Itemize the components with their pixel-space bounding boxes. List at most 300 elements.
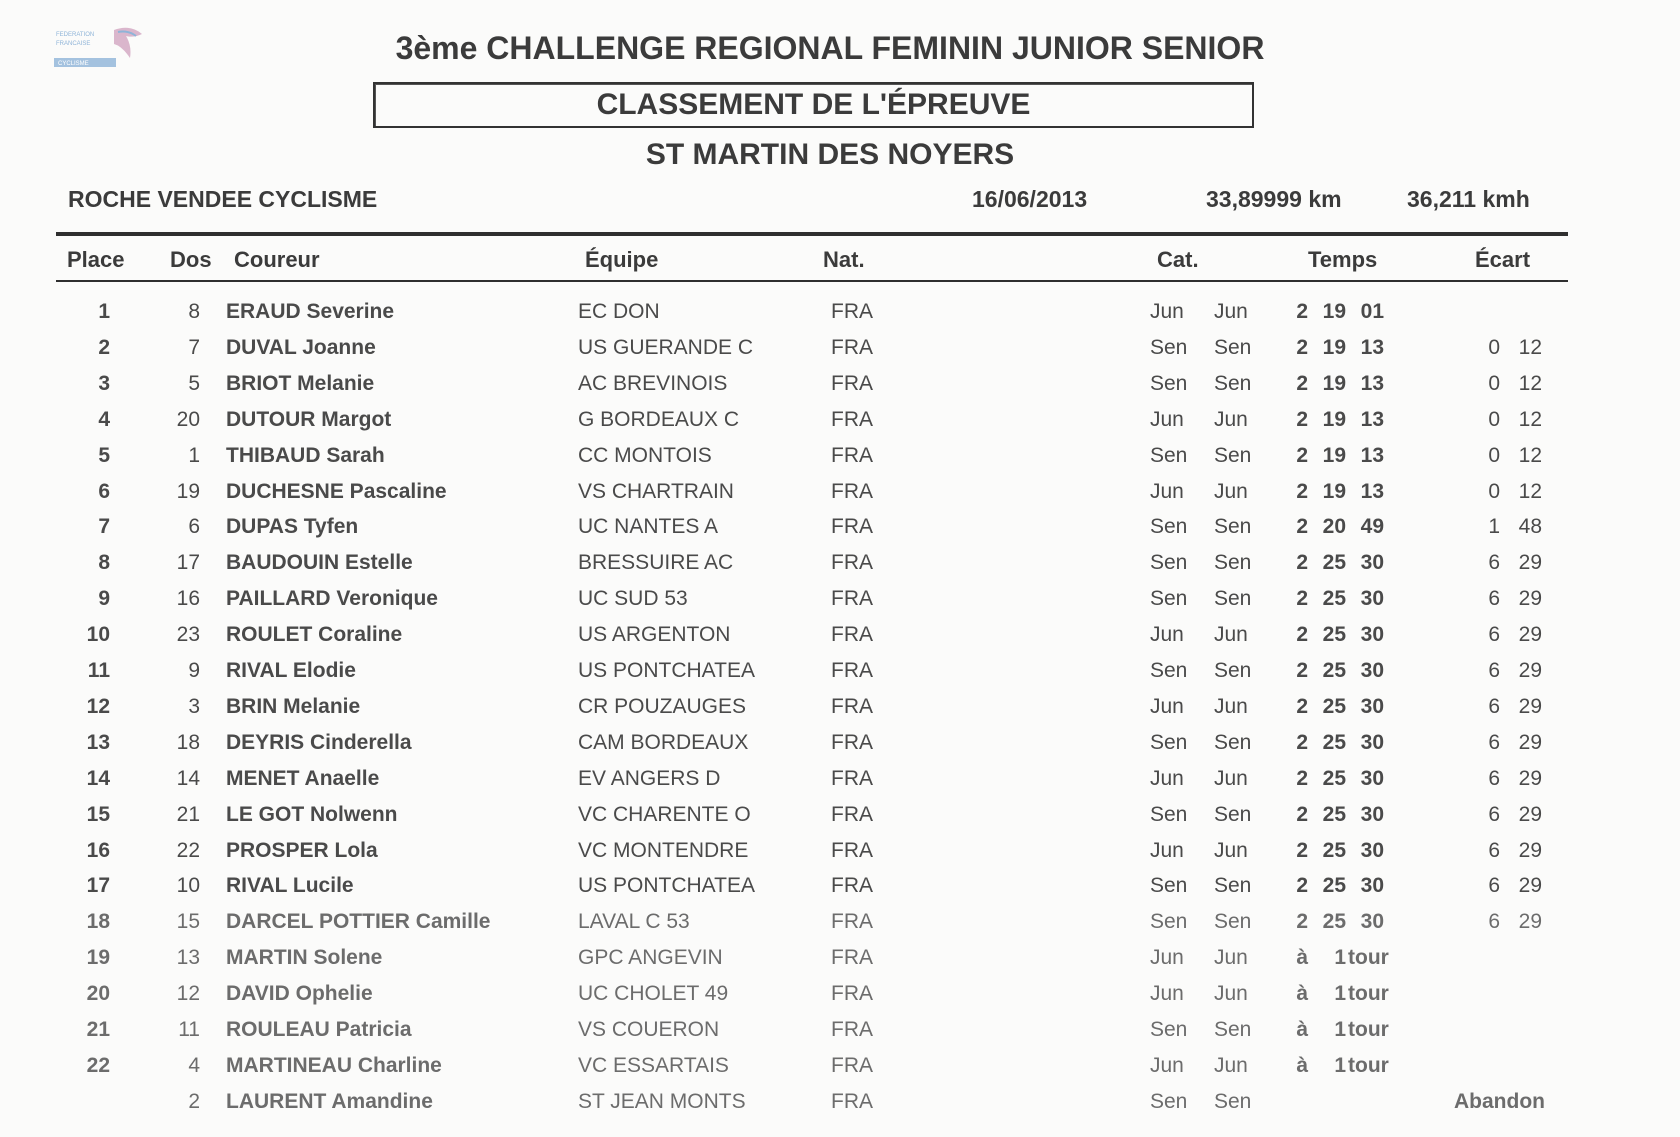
- category-cell: Sen: [1214, 659, 1252, 682]
- bib-number-cell: 18: [176, 730, 200, 754]
- place-cell: 1: [98, 300, 110, 323]
- column-header-dos: Dos: [170, 247, 212, 272]
- nationality-cell: FRA: [831, 515, 873, 539]
- time-seconds-cell: 13: [1360, 371, 1384, 395]
- bib-number-cell: 1: [188, 443, 200, 467]
- table-row: [0, 1048, 1680, 1084]
- rider-name-cell: LAURENT Amandine: [226, 1089, 433, 1113]
- time-seconds-cell: 30: [1360, 802, 1384, 826]
- table-row: [0, 474, 1680, 510]
- category-cell: Jun: [1150, 838, 1184, 862]
- gap-minutes-cell: 6: [1488, 623, 1500, 647]
- bib-number-cell: 17: [176, 551, 200, 575]
- header-rule-bottom: [56, 280, 1568, 282]
- category-cell: Jun: [1214, 946, 1248, 970]
- time-hours-cell: 2: [1296, 838, 1308, 862]
- category-cell: Sen: [1214, 802, 1252, 826]
- gap-seconds-cell: 12: [1518, 371, 1542, 395]
- category-cell: Sen: [1214, 1018, 1252, 1041]
- time-seconds-cell: 13: [1360, 407, 1384, 431]
- time-seconds-cell: 30: [1360, 838, 1384, 862]
- time-hours-cell: 2: [1296, 371, 1308, 395]
- place-cell: 20: [86, 982, 110, 1006]
- column-header-gap: Écart: [1475, 247, 1531, 272]
- time-seconds-cell: tour: [1348, 1053, 1389, 1077]
- bib-number-cell: 22: [176, 838, 200, 862]
- category-cell: Sen: [1214, 874, 1252, 898]
- rider-name-cell: DEYRIS Cinderella: [226, 730, 412, 754]
- rider-name-cell: RIVAL Elodie: [226, 659, 356, 682]
- bib-number-cell: 8: [188, 300, 200, 323]
- place-cell: 19: [86, 946, 110, 970]
- time-hours-cell: 2: [1296, 730, 1308, 754]
- nationality-cell: FRA: [831, 371, 873, 395]
- rider-name-cell: THIBAUD Sarah: [226, 443, 385, 467]
- rider-name-cell: ROULEAU Patricia: [226, 1018, 412, 1041]
- column-header-rider: Coureur: [234, 247, 320, 272]
- place-cell: 8: [98, 551, 110, 575]
- time-seconds-cell: 30: [1360, 623, 1384, 647]
- table-row: [0, 940, 1680, 976]
- team-cell: US ARGENTON: [578, 623, 731, 647]
- table-row: [0, 725, 1680, 761]
- category-cell: Sen: [1150, 335, 1188, 359]
- team-cell: UC NANTES A: [578, 515, 719, 539]
- time-minutes-cell: 25: [1322, 623, 1346, 647]
- category-cell: Jun: [1150, 766, 1184, 790]
- gap-minutes-cell: 0: [1488, 443, 1500, 467]
- time-minutes-cell: 25: [1322, 694, 1346, 718]
- bib-number-cell: 16: [176, 587, 200, 611]
- category-cell: Sen: [1150, 874, 1188, 898]
- gap-seconds-cell: 29: [1518, 551, 1542, 575]
- nationality-cell: FRA: [831, 623, 873, 647]
- nationality-cell: FRA: [831, 1018, 873, 1041]
- team-cell: ST JEAN MONTS: [578, 1089, 746, 1113]
- rider-name-cell: ERAUD Severine: [226, 300, 395, 323]
- category-cell: Sen: [1150, 371, 1188, 395]
- nationality-cell: FRA: [831, 587, 873, 611]
- gap-seconds-cell: 48: [1518, 515, 1542, 539]
- gap-seconds-cell: 29: [1518, 587, 1542, 611]
- nationality-cell: FRA: [831, 479, 873, 503]
- place-cell: 6: [98, 479, 110, 503]
- time-minutes-cell: 25: [1322, 838, 1346, 862]
- average-speed: 36,211 kmh: [1407, 186, 1530, 212]
- bib-number-cell: 15: [176, 910, 200, 934]
- column-header-time: Temps: [1308, 247, 1378, 272]
- gap-minutes-cell: 6: [1488, 910, 1500, 934]
- nationality-cell: FRA: [831, 551, 873, 575]
- gap-seconds-cell: 29: [1518, 838, 1542, 862]
- team-cell: G BORDEAUX C: [578, 407, 740, 431]
- time-seconds-cell: 49: [1360, 515, 1384, 539]
- bib-number-cell: 2: [188, 1089, 200, 1113]
- nationality-cell: FRA: [831, 1089, 873, 1113]
- time-seconds-cell: 30: [1360, 551, 1384, 575]
- place-cell: 15: [86, 802, 110, 826]
- nationality-cell: FRA: [831, 910, 873, 934]
- column-header-team: Équipe: [585, 247, 659, 272]
- time-seconds-cell: 30: [1360, 766, 1384, 790]
- bib-number-cell: 4: [188, 1053, 200, 1077]
- time-hours-cell: 2: [1296, 659, 1308, 682]
- bib-number-cell: 3: [188, 694, 200, 718]
- rider-name-cell: DUCHESNE Pascaline: [226, 479, 447, 503]
- rider-name-cell: RIVAL Lucile: [226, 874, 354, 898]
- nationality-cell: FRA: [831, 1053, 873, 1077]
- category-cell: Sen: [1214, 371, 1252, 395]
- table-row: [0, 976, 1680, 1012]
- logo-text-3: CYCLISME: [58, 61, 89, 67]
- bib-number-cell: 23: [176, 623, 200, 647]
- time-hours-cell: 2: [1296, 479, 1308, 503]
- category-cell: Jun: [1214, 479, 1248, 503]
- place-cell: 10: [86, 623, 110, 647]
- rider-name-cell: DUPAS Tyfen: [226, 515, 359, 539]
- ranking-subtitle: CLASSEMENT DE L'ÉPREUVE: [373, 82, 1254, 128]
- gap-minutes-cell: 6: [1488, 766, 1500, 790]
- table-row: [0, 617, 1680, 653]
- category-cell: Jun: [1214, 1053, 1248, 1077]
- category-cell: Sen: [1150, 910, 1188, 934]
- nationality-cell: FRA: [831, 982, 873, 1006]
- team-cell: UC SUD 53: [578, 587, 688, 611]
- team-cell: VC ESSARTAIS: [578, 1053, 729, 1077]
- team-cell: GPC ANGEVIN: [578, 946, 723, 970]
- time-seconds-cell: 30: [1360, 874, 1384, 898]
- time-hours-cell: 2: [1296, 694, 1308, 718]
- time-minutes-cell: 1: [1334, 1018, 1346, 1041]
- place-cell: 11: [87, 659, 110, 682]
- gap-seconds-cell: 29: [1518, 730, 1542, 754]
- category-cell: Jun: [1150, 694, 1184, 718]
- time-minutes-cell: 25: [1322, 551, 1346, 575]
- header-rule-top: [56, 232, 1568, 236]
- category-cell: Jun: [1214, 694, 1248, 718]
- nationality-cell: FRA: [831, 300, 873, 323]
- place-cell: 9: [98, 587, 110, 611]
- time-minutes-cell: 25: [1322, 730, 1346, 754]
- category-cell: Sen: [1214, 443, 1252, 467]
- category-cell: Sen: [1214, 515, 1252, 539]
- nationality-cell: FRA: [831, 659, 873, 682]
- rider-name-cell: DUTOUR Margot: [226, 407, 392, 431]
- place-cell: 12: [86, 694, 110, 718]
- category-cell: Sen: [1150, 659, 1188, 682]
- time-hours-cell: 2: [1296, 874, 1308, 898]
- table-row: [0, 1012, 1680, 1048]
- category-cell: Sen: [1150, 551, 1188, 575]
- category-cell: Jun: [1150, 300, 1184, 323]
- gap-seconds-cell: 29: [1518, 766, 1542, 790]
- gap-minutes-cell: 6: [1488, 874, 1500, 898]
- bib-number-cell: 13: [176, 946, 200, 970]
- time-seconds-cell: tour: [1348, 1018, 1389, 1041]
- gap-seconds-cell: 29: [1518, 623, 1542, 647]
- bib-number-cell: 14: [176, 766, 200, 790]
- column-header-nat: Nat.: [823, 247, 865, 272]
- table-row: [0, 438, 1680, 474]
- gap-seconds-cell: 12: [1518, 443, 1542, 467]
- place-cell: 18: [86, 910, 110, 934]
- race-date: 16/06/2013: [972, 186, 1088, 212]
- place-cell: 4: [98, 407, 110, 431]
- category-cell: Sen: [1214, 335, 1252, 359]
- table-row: [0, 797, 1680, 833]
- category-cell: Jun: [1150, 407, 1184, 431]
- category-cell: Sen: [1150, 730, 1188, 754]
- team-cell: VC MONTENDRE: [578, 838, 749, 862]
- time-seconds-cell: 30: [1360, 910, 1384, 934]
- time-minutes-cell: 25: [1322, 910, 1346, 934]
- time-minutes-cell: 20: [1322, 515, 1346, 539]
- nationality-cell: FRA: [831, 694, 873, 718]
- race-distance: 33,89999 km: [1206, 186, 1342, 212]
- gap-minutes-cell: 0: [1488, 479, 1500, 503]
- nationality-cell: FRA: [831, 874, 873, 898]
- bib-number-cell: 19: [176, 479, 200, 503]
- status-cell: Abandon: [1454, 1089, 1545, 1113]
- time-hours-cell: 2: [1296, 300, 1308, 323]
- rider-name-cell: MENET Anaelle: [226, 766, 380, 790]
- time-hours-cell: 2: [1296, 802, 1308, 826]
- place-cell: 17: [86, 874, 110, 898]
- nationality-cell: FRA: [831, 766, 873, 790]
- gap-minutes-cell: 6: [1488, 551, 1500, 575]
- nationality-cell: FRA: [831, 407, 873, 431]
- bib-number-cell: 20: [176, 407, 200, 431]
- logo-text-1: FEDERATION: [56, 32, 95, 38]
- time-minutes-cell: 1: [1334, 946, 1346, 970]
- bib-number-cell: 11: [178, 1018, 200, 1041]
- place-cell: 14: [86, 766, 110, 790]
- rider-name-cell: MARTINEAU Charline: [226, 1053, 442, 1077]
- gap-seconds-cell: 12: [1518, 335, 1542, 359]
- category-cell: Sen: [1214, 551, 1252, 575]
- time-minutes-cell: 25: [1322, 874, 1346, 898]
- category-cell: Jun: [1214, 407, 1248, 431]
- table-row: [0, 402, 1680, 438]
- time-seconds-cell: 13: [1360, 479, 1384, 503]
- category-cell: Jun: [1214, 623, 1248, 647]
- time-minutes-cell: 19: [1322, 407, 1346, 431]
- category-cell: Sen: [1150, 802, 1188, 826]
- place-cell: 2: [98, 335, 110, 359]
- category-cell: Jun: [1150, 1053, 1184, 1077]
- time-minutes-cell: 19: [1322, 479, 1346, 503]
- category-cell: Jun: [1150, 982, 1184, 1006]
- gap-minutes-cell: 1: [1488, 515, 1500, 539]
- time-seconds-cell: 30: [1360, 587, 1384, 611]
- gap-minutes-cell: 6: [1488, 802, 1500, 826]
- time-hours-cell: 2: [1296, 587, 1308, 611]
- team-cell: VS CHARTRAIN: [578, 479, 734, 503]
- rider-name-cell: DARCEL POTTIER Camille: [226, 910, 491, 934]
- category-cell: Jun: [1150, 623, 1184, 647]
- category-cell: Sen: [1214, 730, 1252, 754]
- table-row: [0, 904, 1680, 940]
- category-cell: Sen: [1150, 1018, 1188, 1041]
- nationality-cell: FRA: [831, 730, 873, 754]
- bib-number-cell: 7: [188, 335, 200, 359]
- category-cell: Sen: [1150, 515, 1188, 539]
- team-cell: CC MONTOIS: [578, 443, 712, 467]
- organizer-club: ROCHE VENDEE CYCLISME: [68, 186, 378, 212]
- time-seconds-cell: 30: [1360, 659, 1384, 682]
- team-cell: CAM BORDEAUX: [578, 730, 749, 754]
- bib-number-cell: 21: [176, 802, 200, 826]
- place-cell: 16: [86, 838, 110, 862]
- bib-number-cell: 12: [176, 982, 200, 1006]
- gap-minutes-cell: 0: [1488, 407, 1500, 431]
- category-cell: Sen: [1214, 587, 1252, 611]
- time-minutes-cell: 19: [1322, 443, 1346, 467]
- team-cell: VS COUERON: [578, 1018, 720, 1041]
- rider-name-cell: BRIN Melanie: [226, 694, 361, 718]
- table-row: [0, 545, 1680, 581]
- time-minutes-cell: 19: [1322, 371, 1346, 395]
- category-cell: Sen: [1150, 1089, 1188, 1113]
- team-cell: VC CHARENTE O: [578, 802, 751, 826]
- category-cell: Jun: [1150, 479, 1184, 503]
- time-minutes-cell: 1: [1334, 982, 1346, 1006]
- time-hours-cell: à: [1296, 946, 1308, 970]
- place-cell: 3: [98, 371, 110, 395]
- table-row: [0, 581, 1680, 617]
- time-seconds-cell: 01: [1360, 300, 1384, 323]
- time-hours-cell: 2: [1296, 515, 1308, 539]
- gap-minutes-cell: 6: [1488, 587, 1500, 611]
- time-hours-cell: 2: [1296, 910, 1308, 934]
- category-cell: Sen: [1150, 587, 1188, 611]
- team-cell: US PONTCHATEA: [578, 874, 755, 898]
- table-row: [0, 689, 1680, 725]
- bib-number-cell: 6: [188, 515, 200, 539]
- team-cell: AC BREVINOIS: [578, 371, 728, 395]
- gap-minutes-cell: 6: [1488, 838, 1500, 862]
- gap-seconds-cell: 29: [1518, 874, 1542, 898]
- time-seconds-cell: tour: [1348, 982, 1389, 1006]
- team-cell: EC DON: [578, 300, 660, 323]
- bib-number-cell: 9: [188, 659, 200, 682]
- place-cell: 13: [86, 730, 110, 754]
- time-minutes-cell: 25: [1322, 802, 1346, 826]
- time-hours-cell: 2: [1296, 623, 1308, 647]
- document-title: 3ème CHALLENGE REGIONAL FEMININ JUNIOR SENIOR: [395, 30, 1265, 66]
- place-cell: 7: [98, 515, 110, 539]
- rider-name-cell: LE GOT Nolwenn: [226, 802, 398, 826]
- rider-name-cell: MARTIN Solene: [226, 946, 383, 970]
- nationality-cell: FRA: [831, 838, 873, 862]
- time-hours-cell: 2: [1296, 335, 1308, 359]
- rider-name-cell: PROSPER Lola: [226, 838, 378, 862]
- time-hours-cell: 2: [1296, 407, 1308, 431]
- category-cell: Sen: [1214, 1089, 1252, 1113]
- logo-text-2: FRANCAISE: [56, 41, 91, 47]
- category-cell: Jun: [1150, 946, 1184, 970]
- time-seconds-cell: 30: [1360, 694, 1384, 718]
- category-cell: Jun: [1214, 838, 1248, 862]
- gap-seconds-cell: 29: [1518, 659, 1542, 682]
- category-cell: Sen: [1214, 910, 1252, 934]
- rider-name-cell: PAILLARD Veronique: [226, 587, 438, 611]
- rider-name-cell: DAVID Ophelie: [226, 982, 373, 1006]
- category-cell: Jun: [1214, 300, 1248, 323]
- gap-seconds-cell: 29: [1518, 910, 1542, 934]
- time-hours-cell: à: [1296, 982, 1308, 1006]
- category-cell: Jun: [1214, 766, 1248, 790]
- time-minutes-cell: 25: [1322, 587, 1346, 611]
- table-row: [0, 1084, 1680, 1120]
- team-cell: US PONTCHATEA: [578, 659, 755, 682]
- table-row: [0, 366, 1680, 402]
- nationality-cell: FRA: [831, 335, 873, 359]
- time-hours-cell: à: [1296, 1018, 1308, 1041]
- table-row: [0, 868, 1680, 904]
- gap-seconds-cell: 29: [1518, 694, 1542, 718]
- rider-name-cell: BRIOT Melanie: [226, 371, 375, 395]
- time-seconds-cell: 13: [1360, 335, 1384, 359]
- time-minutes-cell: 19: [1322, 300, 1346, 323]
- gap-seconds-cell: 12: [1518, 407, 1542, 431]
- column-header-cat: Cat.: [1157, 247, 1199, 272]
- team-cell: BRESSUIRE AC: [578, 551, 734, 575]
- table-row: [0, 509, 1680, 545]
- team-cell: CR POUZAUGES: [578, 694, 747, 718]
- team-cell: UC CHOLET 49: [578, 982, 729, 1006]
- table-row: [0, 761, 1680, 797]
- category-cell: Jun: [1214, 982, 1248, 1006]
- time-minutes-cell: 25: [1322, 659, 1346, 682]
- time-hours-cell: à: [1296, 1053, 1308, 1077]
- gap-minutes-cell: 0: [1488, 371, 1500, 395]
- gap-minutes-cell: 6: [1488, 730, 1500, 754]
- time-seconds-cell: tour: [1348, 946, 1389, 970]
- time-seconds-cell: 30: [1360, 730, 1384, 754]
- time-minutes-cell: 1: [1334, 1053, 1346, 1077]
- time-minutes-cell: 19: [1322, 335, 1346, 359]
- rider-name-cell: BAUDOUIN Estelle: [226, 551, 413, 575]
- category-cell: Sen: [1150, 443, 1188, 467]
- time-hours-cell: 2: [1296, 551, 1308, 575]
- bib-number-cell: 10: [176, 874, 200, 898]
- nationality-cell: FRA: [831, 802, 873, 826]
- time-seconds-cell: 13: [1360, 443, 1384, 467]
- table-row: [0, 294, 1680, 330]
- place-cell: 5: [98, 443, 110, 467]
- gap-minutes-cell: 6: [1488, 694, 1500, 718]
- place-cell: 22: [86, 1053, 110, 1077]
- table-row: [0, 653, 1680, 689]
- gap-minutes-cell: 0: [1488, 335, 1500, 359]
- team-cell: US GUERANDE C: [578, 335, 754, 359]
- nationality-cell: FRA: [831, 946, 873, 970]
- gap-seconds-cell: 29: [1518, 802, 1542, 826]
- bib-number-cell: 5: [188, 371, 200, 395]
- place-cell: 21: [86, 1018, 110, 1041]
- rider-name-cell: ROULET Coraline: [226, 623, 403, 647]
- race-location: ST MARTIN DES NOYERS: [645, 138, 1015, 171]
- table-row: [0, 330, 1680, 366]
- nationality-cell: FRA: [831, 443, 873, 467]
- team-cell: EV ANGERS D: [578, 766, 721, 790]
- gap-minutes-cell: 6: [1488, 659, 1500, 682]
- table-row: [0, 833, 1680, 869]
- team-cell: LAVAL C 53: [578, 910, 690, 934]
- column-header-place: Place: [67, 247, 125, 272]
- time-hours-cell: 2: [1296, 443, 1308, 467]
